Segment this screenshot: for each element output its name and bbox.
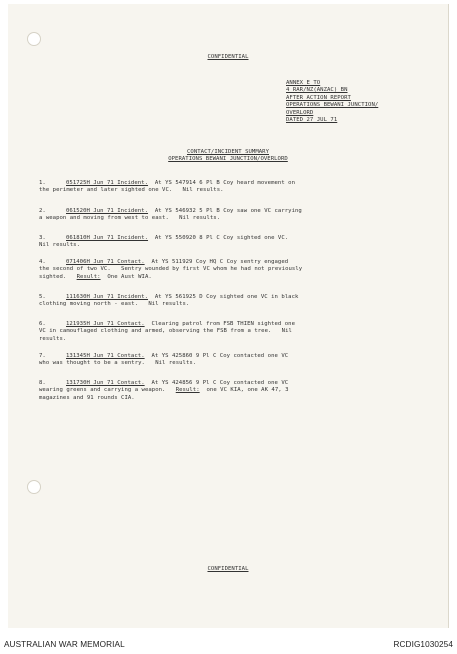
annex-line: OVERLORD [286,109,314,116]
archive-credit: AUSTRALIAN WAR MEMORIAL [4,640,125,649]
entry-datetime-heading: 071406H Jun 71 Contact. [66,259,145,265]
incident-entry [39,180,407,195]
entry-text: At YS 550920 8 Pl C Coy sighted one VC. [148,235,289,241]
entry-datetime-heading: 131730H Jun 71 Contact. [66,380,145,386]
archive-reference: RCDIG1030254 [393,640,453,649]
entry-line [39,187,407,194]
entry-text: magazines and 91 rounds CIA. [39,394,135,401]
entry-line [39,301,407,308]
entry-line [39,395,407,402]
result-label: Result: [175,387,200,394]
entry-text: wearing greens and carrying a weapon. [39,387,176,394]
entry-datetime-heading: 061520H Jun 71 Incident. [66,208,149,214]
entry-line [39,208,407,215]
annex-line: 4 RAR/NZ(ANZAC) BN [286,87,348,94]
classification-footer: CONFIDENTIAL [207,566,249,572]
classification-header: CONFIDENTIAL [207,54,249,60]
incident-entry [39,321,407,343]
entry-line [39,328,407,335]
annex-line: ANNEX E TO [286,80,321,86]
entry-line [39,294,407,301]
entry-text: At YS 425860 9 Pl C Coy contacted one VC [144,353,289,359]
entry-text: Clearing patrol from FSB THIEN sighted one [144,321,295,327]
punch-hole [27,480,41,494]
title-line: CONTACT/INCIDENT SUMMARY [186,149,270,155]
incident-entry [39,235,407,250]
entry-datetime-heading: 111630H Jun 71 Incident. [66,294,149,300]
entry-number: 2. [39,208,46,214]
entry-datetime-heading: 061810H Jun 71 Incident. [66,235,149,241]
entry-text: At YS 424856 9 Pl C Coy contacted one VC [144,380,289,386]
entry-text: VC in camouflaged clothing and armed, observing the FSB from a tree. Nil [39,328,292,335]
entry-line [39,336,407,343]
punch-hole [27,32,41,46]
entry-text: clothing moving north - east. Nil results. [39,301,190,308]
entry-line [39,387,407,394]
incident-entry [39,353,407,368]
summary-title [8,149,448,164]
entry-datetime-heading: 121935H Jun 71 Contact. [66,321,145,327]
entry-number: 4. [39,259,46,265]
entry-line [39,360,407,367]
entry-number: 3. [39,235,46,241]
entry-line [39,259,407,266]
entry-number: 1. [39,180,46,186]
result-text: one VC KIA, one AK 47, 3 [199,387,289,394]
entry-text: At YS 547914 6 Pl B Coy heard movement on [148,180,295,186]
entry-text: a weapon and moving from west to east. Nil results. [39,215,221,222]
entry-text: results. [39,335,67,342]
incident-entry [39,294,407,309]
entry-text: sighted. [39,273,77,280]
entry-text: At YS 511929 Coy HQ C Coy sentry engaged [144,259,289,265]
entry-datetime-heading: 131345H Jun 71 Contact. [66,353,145,359]
incident-entry [39,208,407,223]
entry-number: 5. [39,294,46,300]
entry-number: 6. [39,321,46,327]
annex-line: AFTER ACTION REPORT [286,94,351,101]
entry-text: At YS 546932 5 Pl B Coy saw one VC carrying [148,208,302,214]
entry-line [39,215,407,222]
result-text: One Aust WIA. [100,273,152,280]
entry-line [39,380,407,387]
entry-number: 8. [39,380,46,386]
incident-entry [39,380,407,402]
result-label: Result: [76,273,101,280]
entry-line [39,180,407,187]
entry-text: who was thought to be a sentry. Nil results. [39,360,197,367]
entry-text: the perimeter and later sighted one VC. Nil results. [39,187,224,194]
entry-text: the second of two VC. Sentry wounded by first VC whom he had not previously [39,266,303,273]
incident-entry [39,259,407,281]
entry-line [39,321,407,328]
title-line: OPERATIONS BEWANI JUNCTION/OVERLORD [168,156,288,163]
annex-reference [286,80,436,124]
entry-number: 7. [39,353,46,359]
entry-text: Nil results. [39,242,81,249]
entry-line [39,266,407,273]
entry-line [39,353,407,360]
entry-line [39,242,407,249]
entry-line [39,274,407,281]
entry-text: At YS 561925 D Coy sighted one VC in black [148,294,299,300]
document-page [8,4,449,628]
annex-line: OPERATIONS BEWANI JUNCTION/ [286,102,379,109]
annex-line: DATED 27 JUL 71 [286,117,338,124]
entry-datetime-heading: 051725H Jun 71 Incident. [66,180,149,186]
entry-line [39,235,407,242]
